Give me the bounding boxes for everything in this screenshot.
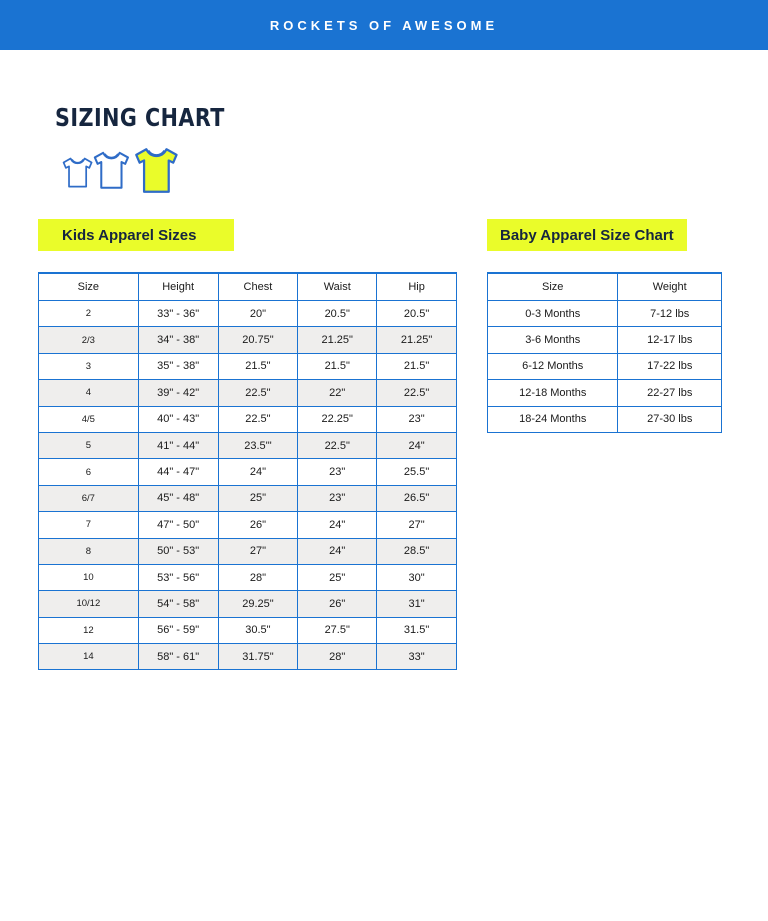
cell-hip: 30" bbox=[377, 564, 457, 590]
cell-weight: 17-22 lbs bbox=[618, 353, 722, 379]
column-header-hip: Hip bbox=[377, 273, 457, 301]
table-header-row bbox=[39, 273, 457, 301]
cell-hip: 28.5" bbox=[377, 538, 457, 564]
table-row bbox=[39, 485, 457, 511]
cell-size: 10/12 bbox=[39, 591, 139, 617]
tshirt-yellow-icon bbox=[136, 149, 176, 192]
cell-hip: 33" bbox=[377, 644, 457, 670]
cell-hip: 20.5" bbox=[377, 301, 457, 327]
table-row bbox=[39, 353, 457, 379]
cell-size: 2 bbox=[39, 301, 139, 327]
cell-size: 3-6 Months bbox=[488, 327, 618, 353]
cell-hip: 26.5" bbox=[377, 485, 457, 511]
cell-chest: 25" bbox=[218, 485, 298, 511]
cell-waist: 23" bbox=[298, 485, 377, 511]
table-row bbox=[488, 327, 722, 353]
cell-weight: 27-30 lbs bbox=[618, 406, 722, 432]
cell-waist: 23" bbox=[298, 459, 377, 485]
cell-waist: 21.5" bbox=[298, 353, 377, 379]
cell-size: 18-24 Months bbox=[488, 406, 618, 432]
tshirt-outline-icon bbox=[95, 153, 128, 188]
cell-height: 40" - 43" bbox=[138, 406, 218, 432]
table-row bbox=[39, 644, 457, 670]
cell-hip: 24" bbox=[377, 432, 457, 458]
cell-size: 7 bbox=[39, 512, 139, 538]
table-row bbox=[488, 301, 722, 327]
cell-waist: 22" bbox=[298, 380, 377, 406]
table-row bbox=[39, 617, 457, 643]
cell-chest: 30.5" bbox=[218, 617, 298, 643]
cell-waist: 25" bbox=[298, 564, 377, 590]
column-header-chest: Chest bbox=[218, 273, 298, 301]
cell-size: 6/7 bbox=[39, 485, 139, 511]
baby-section-heading bbox=[487, 219, 687, 251]
cell-weight: 22-27 lbs bbox=[618, 380, 722, 406]
column-header-height: Height bbox=[138, 273, 218, 301]
table-row bbox=[39, 512, 457, 538]
baby-size-table bbox=[487, 272, 722, 433]
cell-size: 2/3 bbox=[39, 327, 139, 353]
cell-size: 4 bbox=[39, 380, 139, 406]
tshirt-outline-icon bbox=[64, 159, 92, 187]
cell-waist: 22.25" bbox=[298, 406, 377, 432]
cell-size: 12 bbox=[39, 617, 139, 643]
cell-hip: 23" bbox=[377, 406, 457, 432]
cell-size: 6 bbox=[39, 459, 139, 485]
cell-chest: 29.25" bbox=[218, 591, 298, 617]
table-row bbox=[39, 380, 457, 406]
cell-size: 8 bbox=[39, 538, 139, 564]
cell-hip: 31" bbox=[377, 591, 457, 617]
cell-chest: 20" bbox=[218, 301, 298, 327]
cell-size: 4/5 bbox=[39, 406, 139, 432]
cell-height: 41" - 44" bbox=[138, 432, 218, 458]
cell-chest: 28" bbox=[218, 564, 298, 590]
cell-chest: 27" bbox=[218, 538, 298, 564]
cell-hip: 21.5" bbox=[377, 353, 457, 379]
cell-height: 56" - 59" bbox=[138, 617, 218, 643]
cell-height: 58" - 61" bbox=[138, 644, 218, 670]
cell-size: 3 bbox=[39, 353, 139, 379]
table-row bbox=[39, 301, 457, 327]
cell-chest: 20.75" bbox=[218, 327, 298, 353]
table-row bbox=[39, 564, 457, 590]
tshirt-icons bbox=[60, 145, 185, 195]
cell-weight: 7-12 lbs bbox=[618, 301, 722, 327]
cell-chest: 24" bbox=[218, 459, 298, 485]
kids-heading-text: Kids Apparel Sizes bbox=[62, 226, 197, 244]
cell-waist: 21.25" bbox=[298, 327, 377, 353]
cell-size: 5 bbox=[39, 432, 139, 458]
cell-height: 50" - 53" bbox=[138, 538, 218, 564]
cell-height: 47" - 50" bbox=[138, 512, 218, 538]
table-row bbox=[39, 432, 457, 458]
cell-chest: 21.5" bbox=[218, 353, 298, 379]
cell-height: 53" - 56" bbox=[138, 564, 218, 590]
column-header-waist: Waist bbox=[298, 273, 377, 301]
table-row bbox=[39, 406, 457, 432]
cell-chest: 22.5" bbox=[218, 406, 298, 432]
cell-waist: 22.5" bbox=[298, 432, 377, 458]
table-row bbox=[488, 380, 722, 406]
kids-section-heading bbox=[38, 219, 234, 251]
brand-name[interactable]: ROCKETS OF AWESOME bbox=[269, 17, 499, 33]
table-header-row bbox=[488, 273, 722, 301]
cell-waist: 24" bbox=[298, 538, 377, 564]
cell-size: 6-12 Months bbox=[488, 353, 618, 379]
column-header-size: Size bbox=[39, 273, 139, 301]
cell-height: 34" - 38" bbox=[138, 327, 218, 353]
table-row bbox=[488, 353, 722, 379]
page-title: SIZING CHART bbox=[55, 103, 225, 132]
cell-size: 14 bbox=[39, 644, 139, 670]
cell-hip: 25.5" bbox=[377, 459, 457, 485]
cell-waist: 20.5" bbox=[298, 301, 377, 327]
cell-chest: 23.5'" bbox=[218, 432, 298, 458]
cell-size: 0-3 Months bbox=[488, 301, 618, 327]
cell-weight: 12-17 lbs bbox=[618, 327, 722, 353]
cell-height: 35" - 38" bbox=[138, 353, 218, 379]
cell-height: 44" - 47" bbox=[138, 459, 218, 485]
cell-size: 10 bbox=[39, 564, 139, 590]
column-header-weight: Weight bbox=[618, 273, 722, 301]
cell-waist: 26" bbox=[298, 591, 377, 617]
baby-heading-text: Baby Apparel Size Chart bbox=[500, 226, 674, 244]
table-row bbox=[488, 406, 722, 432]
cell-height: 54" - 58" bbox=[138, 591, 218, 617]
header-bar bbox=[0, 0, 768, 50]
cell-hip: 27" bbox=[377, 512, 457, 538]
table-row bbox=[39, 327, 457, 353]
table-row bbox=[39, 538, 457, 564]
cell-hip: 21.25" bbox=[377, 327, 457, 353]
cell-height: 33" - 36" bbox=[138, 301, 218, 327]
cell-chest: 26" bbox=[218, 512, 298, 538]
table-row bbox=[39, 591, 457, 617]
cell-waist: 24" bbox=[298, 512, 377, 538]
cell-chest: 31.75" bbox=[218, 644, 298, 670]
cell-waist: 27.5" bbox=[298, 617, 377, 643]
cell-height: 45" - 48" bbox=[138, 485, 218, 511]
table-row bbox=[39, 459, 457, 485]
cell-hip: 31.5" bbox=[377, 617, 457, 643]
cell-chest: 22.5" bbox=[218, 380, 298, 406]
column-header-size: Size bbox=[488, 273, 618, 301]
cell-waist: 28" bbox=[298, 644, 377, 670]
cell-height: 39" - 42" bbox=[138, 380, 218, 406]
cell-size: 12-18 Months bbox=[488, 380, 618, 406]
cell-hip: 22.5" bbox=[377, 380, 457, 406]
kids-size-table bbox=[38, 272, 457, 670]
